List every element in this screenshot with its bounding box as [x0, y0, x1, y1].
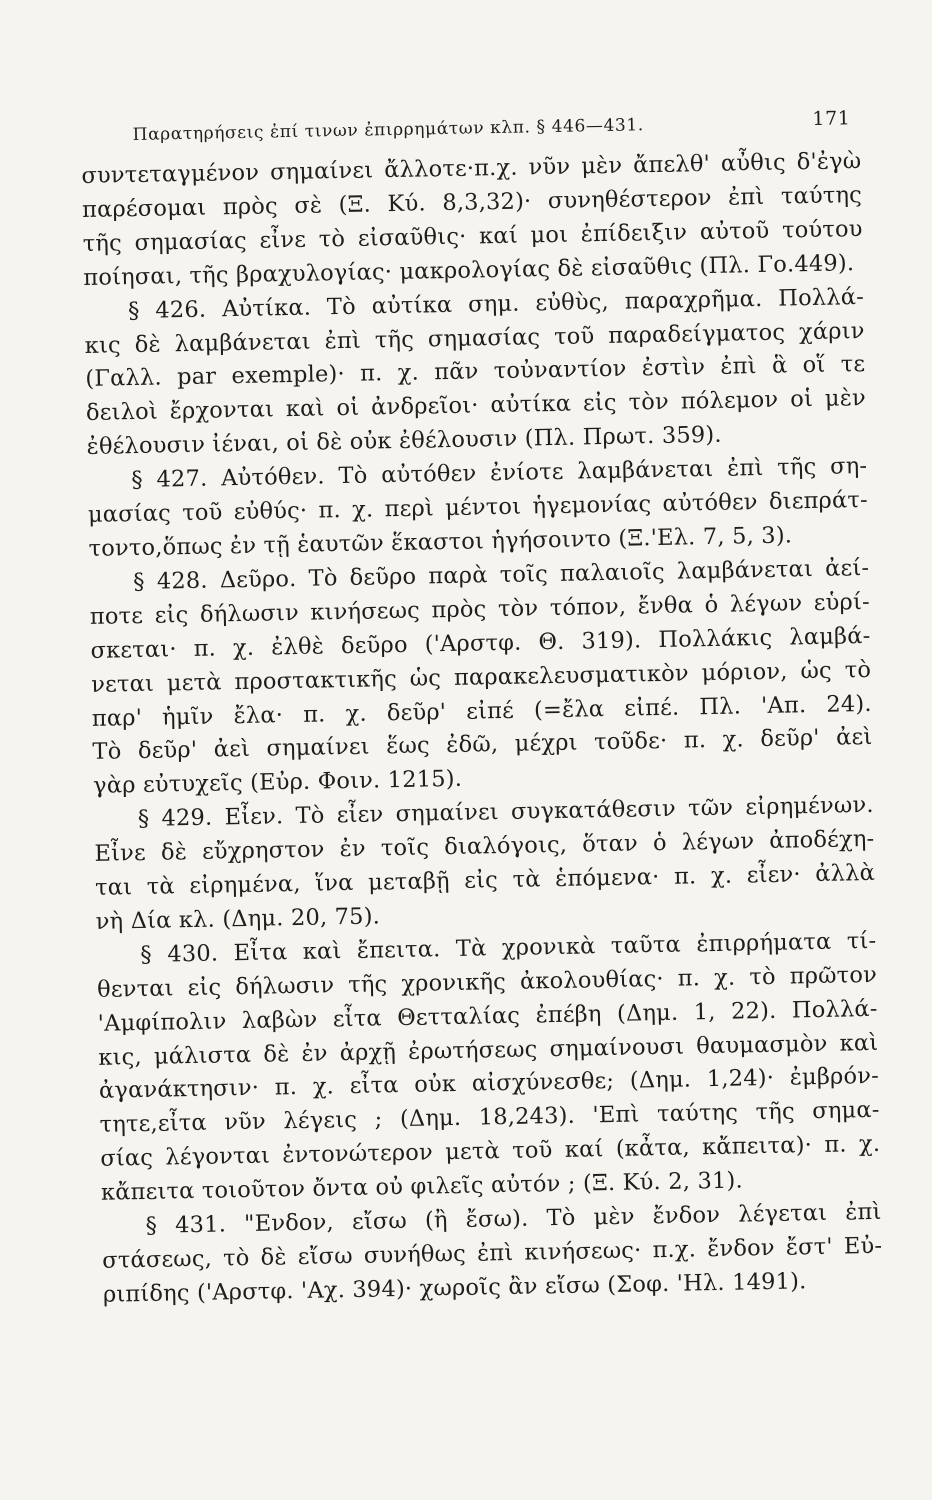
text-line: ἀγανάκτησιν· π. χ. εἶτα οὐκ αἰσχύνεσθε; (Δημ. 1,24)· ἐμβρόν-	[98, 1063, 880, 1105]
text-line: ποτε εἰς δήλωσιν κινήσεως πρὸς τὸν τόπον, ἔνθα ὁ λέγων εὑρί-	[89, 588, 871, 630]
text-line: σίας λέγονται ἐντονώτερον μετὰ τοῦ καί (κἆτα, κἄπειτα)· π. χ.	[100, 1131, 881, 1173]
text-line: μασίας τοῦ εὐθύς· π. χ. περὶ μέντοι ἡγεμονίας αὐτόθεν διεπράτ-	[87, 487, 869, 528]
paragraph-start-line: § 429. Εἶεν. Τὸ εἶεν σημαίνει συγκατάθεσιν τῶν εἰρημένων.	[137, 792, 874, 833]
text-line: κις δὲ λαμβάνεται ἐπὶ τῆς σημασίας τοῦ παραδείγματος χάριν	[84, 317, 865, 359]
paragraph-start-line: § 430. Εἶτα καὶ ἔπειτα. Τὰ χρονικὰ ταῦτα ἐπιρρήματα τί-	[140, 927, 877, 968]
text-line: συντεταγμένον σημαίνει ἄλλοτε·π.χ. νῦν μὲν ἄπελθ' αὖθις δ'ἐγὼ	[81, 148, 862, 189]
paragraph-start-line: § 428. Δεῦρο. Τὸ δεῦρο παρὰ τοῖς παλαιοῖς λαμβάνεται ἀεί-	[133, 554, 870, 595]
text-line: 'Αμφίπολιν λαβὼν εἶτα Θετταλίας ἐπέβη (Δημ. 1, 22). Πολλά-	[97, 995, 878, 1037]
text-line: παρ' ἡμῖν ἔλα· π. χ. δεῦρ' εἰπέ (=ἔλα εἰπέ. Πλ. 'Απ. 24).	[91, 690, 872, 732]
text-line: ται τὰ εἰρημένα, ἵνα μεταβῇ εἰς τὰ ἑπόμενα· π. χ. εἶεν· ἀλλὰ	[94, 859, 876, 901]
text-line: στάσεως, τὸ δὲ εἴσω συνήθως ἐπὶ κινήσεως· π.χ. ἔνδον ἔστ' Εὐ-	[102, 1232, 883, 1274]
running-title: Παρατηρήσεις ἐπί τινων ἐπιρρημάτων κλπ. § 446—431.	[132, 115, 644, 145]
page-content	[80, 85, 883, 1313]
text-line: σκεται· π. χ. ἐλθὲ δεῦρο ('Αρστφ. Θ. 319). Πολλάκις λαμβά-	[90, 622, 871, 664]
text-line: ριπίδης ('Αρστφ. 'Αχ. 394)· χωροῖς ἂν εἴσω (Σοφ. 'Ηλ. 1491).	[102, 1268, 807, 1308]
paragraph-start-line: § 426. Αὐτίκα. Τὸ αὐτίκα σημ. εὐθὺς, παραχρῆμα. Πολλά-	[127, 283, 865, 324]
paragraph-start-line: § 427. Αὐτόθεν. Τὸ αὐτόθεν ἐνίοτε λαμβάνεται ἐπὶ τῆς ση-	[131, 453, 868, 494]
text-line: κἄπειτα τοιοῦτον ὄντα οὐ φιλεῖς αὐτόν ; (Ξ. Κύ. 2, 31).	[100, 1167, 744, 1206]
body-text	[81, 145, 883, 1313]
text-line: θενται εἰς δήλωσιν τῆς χρονικῆς ἀκολουθίας· π. χ. τὸ πρῶτον	[96, 961, 878, 1003]
text-line: νεται μετὰ προστακτικῆς ὡς παρακελευσματικὸν μόριον, ὡς τὸ	[90, 656, 872, 698]
text-line: ποίησαι, τῆς βραχυλογίας· μακρολογίας δὲ εἰσαῦθις (Πλ. Γο.449).	[83, 249, 855, 291]
text-line: δειλοὶ ἔρχονται καὶ οἱ ἀνδρεῖοι· αὐτίκα εἰς τὸν πόλεμον οἱ μὲν	[85, 385, 867, 427]
text-line: παρέσομαι πρὸς σὲ (Ξ. Κύ. 8,3,32)· συνηθέστερον ἐπὶ ταύτης	[81, 181, 863, 223]
text-line: (Γαλλ. par exemple)· π. χ. πᾶν τοὐναντίον ἐστὶν ἐπὶ ἃ οἵ τε	[85, 351, 866, 393]
text-line: Εἶνε δὲ εὔχρηστον ἐν τοῖς διαλόγοις, ὅταν ὁ λέγων ἀποδέχη-	[94, 826, 875, 867]
text-line: τητε,εἶτα νῦν λέγεις ; (Δημ. 18,243). 'Επὶ ταύτης τῆς σημα-	[99, 1097, 880, 1139]
paragraph-start-line: § 431. "Ενδον, εἴσω (ἢ ἔσω). Τὸ μὲν ἔνδον λέγεται ἐπὶ	[145, 1198, 882, 1240]
text-line: τοντο,ὅπως ἐν τῇ ἑαυτῶν ἕκαστοι ἡγήσοιντο (Ξ.'Ελ. 7, 5, 3).	[88, 522, 793, 562]
text-line: τῆς σημασίας εἶνε τὸ εἰσαῦθις· καί μοι ἐπίδειξιν αὐτοῦ τούτου	[82, 215, 863, 257]
text-line: ἐθέλουσιν ἰέναι, οἱ δὲ οὐκ ἐθέλουσιν (Πλ. Πρωτ. 359).	[86, 421, 722, 461]
text-line: γὰρ εὐτυχεῖς (Εὐρ. Φοιν. 1215).	[92, 766, 463, 800]
page-number: 171	[812, 107, 851, 130]
text-line: κις, μάλιστα δὲ ἐν ἀρχῇ ἐρωτήσεως σημαίνουσι θαυμασμὸν καὶ	[98, 1029, 879, 1071]
text-line: Τὸ δεῦρ' ἀεὶ σημαίνει ἕως ἐδῶ, μέχρι τοῦδε· π. χ. δεῦρ' ἀεὶ	[92, 724, 873, 766]
text-line: νὴ Δία κλ. (Δημ. 20, 75).	[95, 903, 381, 935]
